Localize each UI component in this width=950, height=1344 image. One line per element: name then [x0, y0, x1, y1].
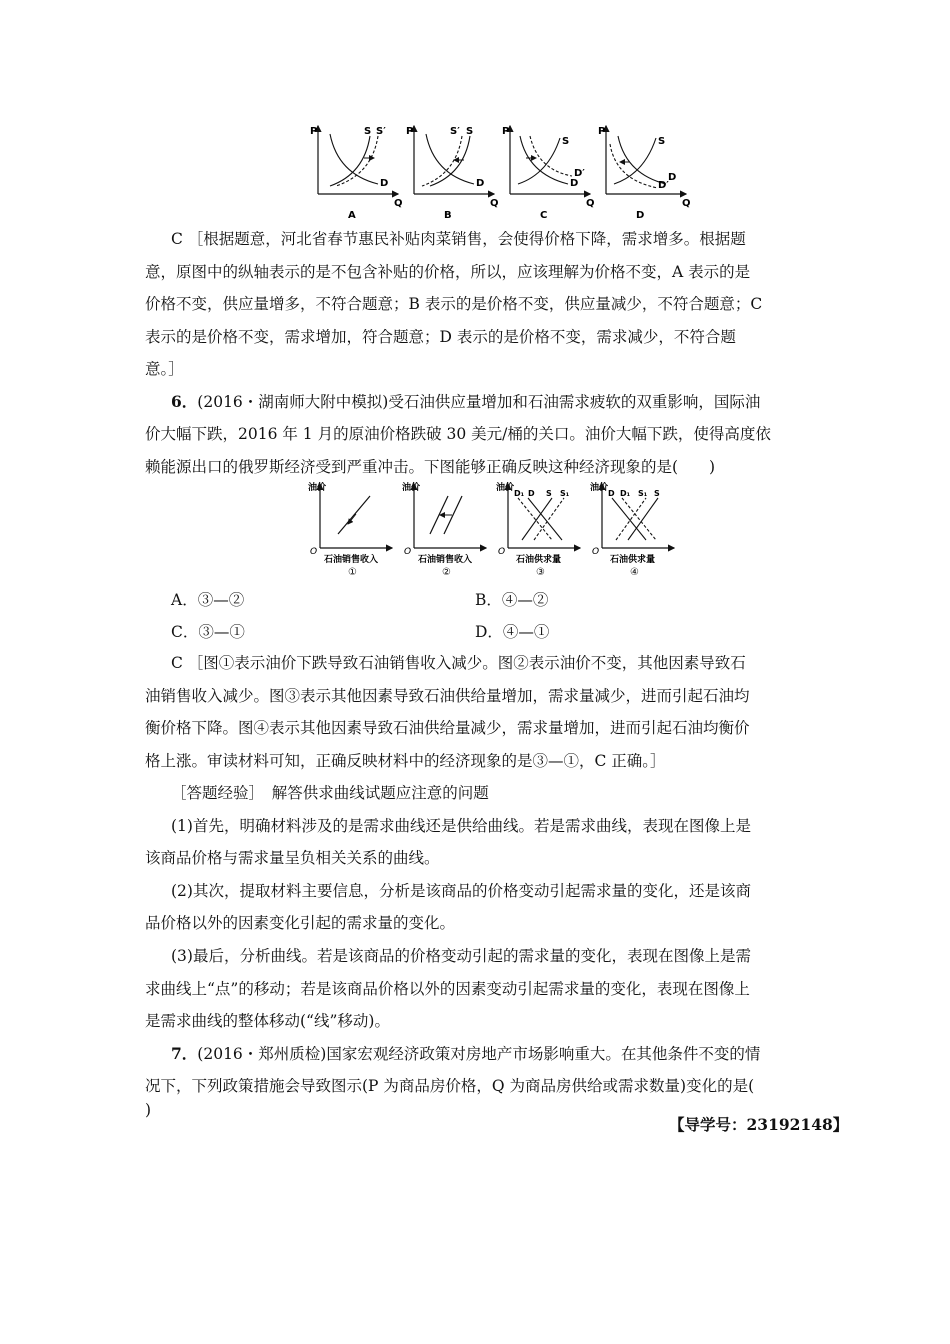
- option-a: A．③—②: [171, 591, 245, 609]
- q-label: Q: [490, 198, 499, 209]
- q6-line-2: 价大幅下跌，2016 年 1 月的原油价格跌破 30 美元/桶的关口。油价大幅下跌，使得高度依: [145, 425, 771, 443]
- answer5-line-3: 价格不变，供应量增多，不符合题意；B 表示的是价格不变，供应量减少，不符合题意；C: [145, 295, 763, 313]
- q6-number: 6．: [171, 392, 198, 411]
- s-prime-label: S′: [376, 126, 386, 137]
- s-prime-label: S′: [450, 126, 460, 137]
- answer6-line-3: 衡价格下降。图④表示其他因素导致石油供给量减少，需求量增加，进而引起石油均衡价: [145, 719, 750, 737]
- y-axis-label: 油价: [590, 483, 609, 493]
- q-label: Q: [586, 198, 595, 209]
- origin-label: O: [592, 547, 600, 557]
- curve-label-4: S: [654, 489, 660, 498]
- q7-line-1: 7．(2016・郑州质检)国家宏观经济政策对房地产市场影响重大。在其他条件不变的情: [171, 1044, 761, 1063]
- curve-label-3: S: [546, 489, 552, 498]
- tips-p3-line-1: (3)最后，分析曲线。若是该商品的价格变动引起的需求量的变化，表现在图像上是需: [171, 947, 751, 965]
- panel-a: [310, 126, 403, 221]
- answer6-line-1: C ［图①表示油价下跌导致石油销售收入减少。图②表示油价不变，其他因素导致石: [171, 654, 746, 672]
- y-axis-label: 油价: [402, 483, 421, 493]
- p-label: P: [310, 126, 318, 137]
- x-axis-label: 石油销售收入: [324, 555, 379, 565]
- answer6-line-2: 油销售收入减少。图③表示其他因素导致石油供给量增加，需求量减少，进而引起石油均: [145, 687, 750, 705]
- y-axis-label: 油价: [308, 483, 327, 493]
- tips-p1-line-1: (1)首先，明确材料涉及的是需求曲线还是供给曲线。若是需求曲线，表现在图像上是: [171, 817, 751, 835]
- d-label: D: [476, 178, 485, 189]
- oil-panel-3: [496, 481, 580, 578]
- curve-label-4: S₁: [560, 489, 570, 498]
- tips-heading: ［答题经验］ 解答供求曲线试题应注意的问题: [171, 784, 489, 802]
- curve-label-3: S₁: [638, 489, 648, 498]
- option-d: D．④—①: [475, 623, 550, 641]
- caption-d: D: [636, 210, 645, 221]
- figure-supply-demand-abcd: [308, 122, 708, 222]
- s-label: S: [364, 126, 372, 137]
- q-label: Q: [394, 198, 403, 209]
- q-label: Q: [682, 198, 691, 209]
- answer5-line-1: C ［根据题意，河北省春节惠民补贴肉菜销售，会使得价格下降，需求增多。根据题: [171, 230, 746, 248]
- oil-panel-4: [590, 481, 674, 578]
- curve-label-1: D: [608, 489, 615, 498]
- curve-label-2: D: [528, 489, 535, 498]
- panel-d: [598, 126, 691, 221]
- caption-c: C: [540, 210, 548, 221]
- answer5-line-2: 意，原图中的纵轴表示的是不包含补贴的价格，所以，应该理解为价格不变，A 表示的是: [145, 263, 751, 281]
- p-label: P: [598, 126, 606, 137]
- origin-label: O: [404, 547, 412, 557]
- y-axis-label: 油价: [496, 483, 515, 493]
- option-c: C．③—①: [171, 623, 245, 641]
- panel-number: ③: [536, 567, 545, 578]
- q6-line-1: 6．(2016・湖南师大附中模拟)受石油供应量增加和石油需求疲软的双重影响，国际油: [171, 392, 761, 411]
- origin-label: O: [498, 547, 506, 557]
- origin-label: O: [310, 547, 318, 557]
- tips-p2-line-2: 品价格以外的因素变化引起的需求量的变化。: [145, 914, 456, 932]
- curve-label-2: D₁: [620, 489, 631, 498]
- panel-b: [406, 126, 499, 221]
- p-label: P: [502, 126, 510, 137]
- panel-c: [502, 126, 595, 221]
- q7-line-2: 况下，下列政策措施会导致图示(P 为商品房价格，Q 为商品房供给或需求数量)变化的是(: [145, 1077, 755, 1095]
- q6-line-3: 赖能源出口的俄罗斯经济受到严重冲击。下图能够正确反映这种经济现象的是( ): [145, 458, 716, 476]
- caption-b: B: [444, 210, 452, 221]
- x-axis-label: 石油销售收入: [418, 555, 473, 565]
- reference-number: 【导学号：23192148】: [669, 1115, 849, 1134]
- panel-number: ④: [630, 567, 639, 578]
- d-label: D: [380, 178, 389, 189]
- caption-a: A: [348, 210, 356, 221]
- d-prime-label: D′: [574, 168, 585, 179]
- x-axis-label: 石油供求量: [610, 555, 656, 565]
- q7-number: 7．: [171, 1044, 198, 1063]
- oil-panel-1: [308, 481, 392, 578]
- tips-p1-line-2: 该商品价格与需求量呈负相关关系的曲线。: [145, 849, 440, 867]
- option-b: B．④—②: [475, 591, 549, 609]
- curve-label-1: D₁: [514, 489, 525, 498]
- s-label: S: [658, 136, 666, 147]
- answer6-line-4: 格上涨。审读材料可知，正确反映材料中的经济现象的是③—①，C 正确。］: [145, 752, 666, 770]
- d-label: D: [570, 178, 579, 189]
- d-prime-label: D′: [658, 180, 669, 191]
- oil-panel-2: [402, 481, 486, 578]
- p-label: P: [406, 126, 414, 137]
- panel-number: ②: [442, 567, 451, 578]
- q7-line-3: ): [145, 1101, 152, 1119]
- s-label: S: [562, 136, 570, 147]
- d-label: D: [668, 172, 677, 183]
- tips-p3-line-3: 是需求曲线的整体移动(“线”移动)。: [145, 1012, 390, 1030]
- s-label: S: [466, 126, 474, 137]
- panel-number: ①: [348, 567, 357, 578]
- x-axis-label: 石油供求量: [516, 555, 562, 565]
- tips-p2-line-1: (2)其次，提取材料主要信息，分析是该商品的价格变动引起需求量的变化，还是该商: [171, 882, 751, 900]
- answer5-line-4: 表示的是价格不变，需求增加，符合题意；D 表示的是价格不变，需求减少，不符合题: [145, 328, 736, 346]
- tips-p3-line-2: 求曲线上“点”的移动；若是该商品价格以外的因素变动引起需求量的变化，表现在图像上: [145, 980, 750, 998]
- answer5-line-5: 意。］: [145, 360, 184, 378]
- figure-oil-charts: [308, 480, 688, 580]
